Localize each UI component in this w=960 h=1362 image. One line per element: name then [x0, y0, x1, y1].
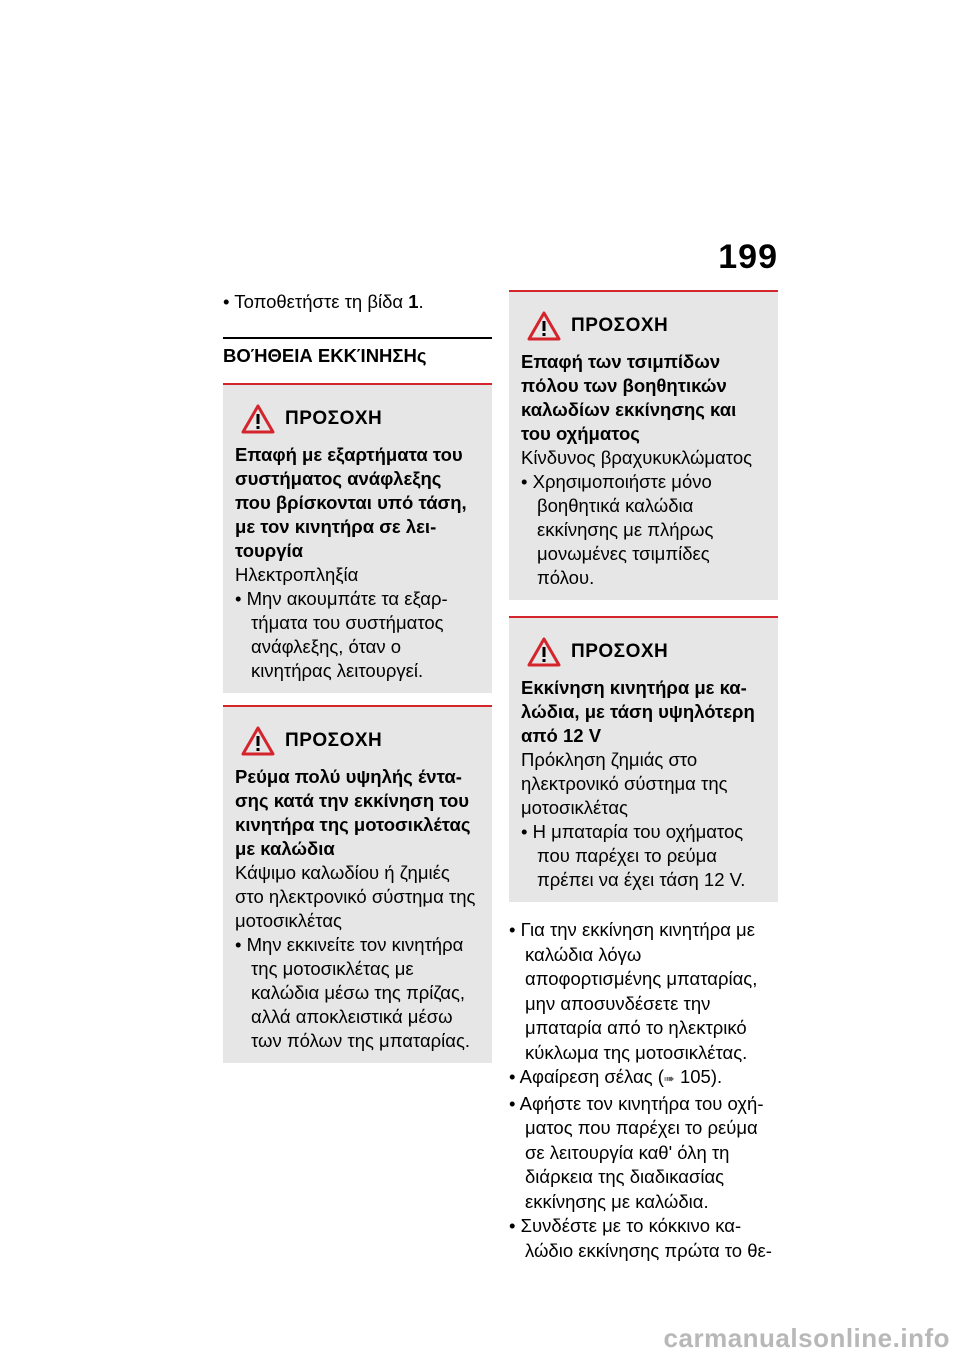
warning-header — [235, 723, 480, 759]
warning-bullet: • Μην ακουμπάτε τα εξαρτήματα του συστήματος ανάφλεξης, όταν ο κινητήρας λειτουργεί. — [235, 587, 480, 683]
intro-bullet-end: . — [418, 291, 424, 312]
procedure-list — [509, 918, 778, 1263]
procedure-bullet: • Αφήστε τον κινητήρα του οχήματος που παρέχει το ρεύμα σε λειτουργία καθ' όλη τη διάρκεια της διαδικασίας εκκίνησης με καλώδια. — [509, 1092, 778, 1215]
warning-triangle-icon — [527, 637, 561, 667]
section-heading: ΒΟΉΘΕΙΑ ΕΚΚΊΝΗΣΗς — [223, 337, 492, 369]
warning-subject: Ρεύμα πολύ υψηλής έντασης κατά την εκκίνηση του κινητήρα της μοτοσικλέτας με καλώδια — [235, 765, 471, 859]
warning-header — [521, 634, 766, 670]
warning-hazard: Ηλεκτροπληξία — [235, 563, 359, 585]
seat-removal-text: Αφαίρεση σέλας ( — [519, 1066, 664, 1087]
warning-subject: Εκκίνηση κινητήρα με καλώδια, με τάση υψηλότερη από 12 V — [521, 677, 755, 746]
warning-hazard: Κίνδυνος βραχυκυκλώματος — [521, 447, 753, 468]
warning-bullet: • Η μπαταρία του οχήματος που παρέχει το ρεύμα πρέπει να έχει τάση 12 V. — [521, 820, 766, 892]
warning-box-voltage — [509, 616, 778, 902]
warning-title: ΠΡΟΣΟΧΗ — [285, 407, 383, 429]
warning-triangle-icon — [241, 404, 275, 434]
left-column — [223, 290, 492, 1063]
procedure-bullet-seat — [509, 1065, 778, 1092]
intro-bullet — [223, 290, 492, 315]
warning-subject: Επαφή των τσιμπίδων πόλου των βοηθητικών καλωδίων εκκίνησης και του οχήματος — [521, 351, 737, 444]
procedure-bullet: • Για την εκκίνηση κινητήρα με καλώδια λόγω αποφορτισμένης μπαταρίας, μην αποσυνδέσετε την μπαταρία από το ηλεκτρικό κύκλωμα της μοτοσικλέτας. — [509, 918, 778, 1065]
right-column — [509, 290, 778, 1263]
warning-box-current — [223, 705, 492, 1063]
page-reference-arrow-icon[interactable]: ➠ — [663, 1071, 675, 1086]
watermark: carmanualsonline.info — [663, 1323, 950, 1353]
warning-hazard: Κάψιμο καλωδίου ή ζημιές στο ηλεκτρονικό σύστημα της μοτοσικλέτας — [235, 861, 476, 931]
page-number: 199 — [718, 238, 778, 276]
warning-title: ΠΡΟΣΟΧΗ — [571, 641, 669, 662]
warning-header — [521, 308, 766, 344]
intro-bullet-text: Τοποθετήστε τη βίδα — [234, 291, 409, 312]
warning-header — [235, 401, 480, 437]
screw-ref-number: 1 — [408, 291, 419, 312]
warning-triangle-icon — [241, 726, 275, 756]
warning-box-clamps — [509, 290, 778, 600]
warning-subject: Επαφή με εξαρτήματα του συστήματος ανάφλεξης που βρίσκονται υπό τάση, με τον κινητήρα σε λειτουργία — [235, 443, 467, 561]
warning-box-ignition — [223, 383, 492, 693]
seat-ref-page[interactable]: 105). — [674, 1066, 723, 1087]
procedure-bullet: • Συνδέστε με το κόκκινο καλώδιο εκκίνησης πρώτα το θε- — [509, 1214, 778, 1263]
warning-bullet: • Μην εκκινείτε τον κινητήρα της μοτοσικλέτας με καλώδια μέσω της πρίζας, αλλά αποκλειστικά μέσω των πόλων της μπαταρίας. — [235, 933, 480, 1053]
warning-triangle-icon — [527, 311, 561, 341]
warning-title: ΠΡΟΣΟΧΗ — [285, 729, 383, 751]
warning-bullet: • Χρησιμοποιήστε μόνο βοηθητικά καλώδια εκκίνησης με πλήρως μονωμένες τσιμπίδες πόλου. — [521, 470, 766, 590]
warning-hazard: Πρόκληση ζημιάς στο ηλεκτρονικό σύστημα της μοτοσικλέτας — [521, 749, 728, 818]
warning-title: ΠΡΟΣΟΧΗ — [571, 315, 669, 336]
